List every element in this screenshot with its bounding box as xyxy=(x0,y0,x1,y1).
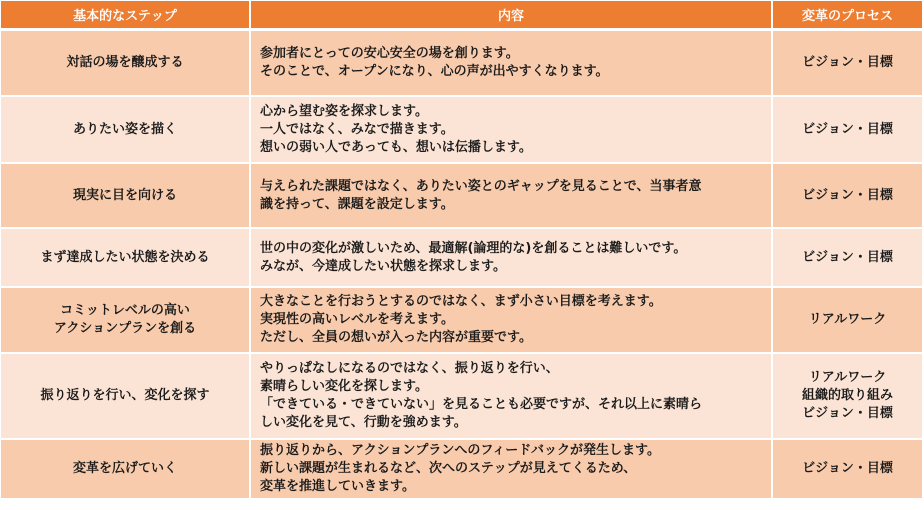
process-cell xyxy=(773,288,922,354)
step-cell xyxy=(1,229,251,288)
process-line: ビジョン・目標 xyxy=(802,121,893,137)
step-line: 対話の場を醸成する xyxy=(66,55,184,70)
content-line: 変革を推進していきます。 xyxy=(260,479,415,494)
header-row xyxy=(1,1,922,31)
step-cell xyxy=(1,354,251,440)
content-line: ただし、全員の想いが入った内容が重要です。 xyxy=(260,330,532,345)
content-line: 与えられた課題ではなく、ありたい姿とのギャップを見ることで、当事者意 xyxy=(260,178,702,194)
step-line: まず達成したい状態を決める xyxy=(40,249,210,265)
step-line: アクションプランを創る xyxy=(53,321,197,336)
table-row xyxy=(1,288,922,354)
content-line: 「できている・できていない」を見ることも必要ですが、それ以上に素晴ら xyxy=(260,397,703,412)
process-cell xyxy=(773,97,922,164)
content-line: 識を持って、課題を設定します。 xyxy=(260,196,454,212)
content-cell xyxy=(251,229,773,288)
step-line: 変革を広げていく xyxy=(72,461,177,476)
content-line: 一人ではなく、みなで描きます。 xyxy=(260,121,454,137)
content-line: 想いの弱い人であっても、想いは伝播します。 xyxy=(260,139,532,155)
process-line: ビジョン・目標 xyxy=(802,406,893,421)
process-line: 組織的取り組み xyxy=(801,388,893,403)
content-cell xyxy=(251,164,773,229)
table-row xyxy=(1,229,922,288)
table-row xyxy=(1,164,922,229)
content-line: 世の中の変化が激しいため、最適解(論理的な)を創ることは難しいです。 xyxy=(260,240,687,256)
step-line: 現実に目を向ける xyxy=(72,187,177,203)
process-cell xyxy=(773,354,922,440)
content-line: 参加者にとっての安心安全の場を創ります。 xyxy=(260,46,519,61)
content-line: 振り返りから、アクションプランへのフィードバックが発生します。 xyxy=(260,443,661,458)
content-line: 大きなことを行おうとするのではなく、まず小さい目標を考えます。 xyxy=(260,294,662,309)
process-cell xyxy=(773,31,922,97)
process-cell xyxy=(773,229,922,288)
process-line: ビジョン・目標 xyxy=(802,249,893,265)
process-line: リアルワーク xyxy=(808,370,887,385)
table-row xyxy=(1,31,922,97)
transformation-steps-table xyxy=(1,1,922,500)
table-row xyxy=(1,97,922,164)
content-line: 実現性の高いレベルを考えます。 xyxy=(260,312,454,327)
content-cell xyxy=(251,288,773,354)
content-line: 新しい課題が生まれるなど、次へのステップが見えてくるため、 xyxy=(260,461,637,476)
table-row xyxy=(1,354,922,440)
process-line: リアルワーク xyxy=(808,312,887,327)
process-cell xyxy=(773,164,922,229)
process-cell xyxy=(773,440,922,500)
step-cell xyxy=(1,164,251,229)
step-cell xyxy=(1,440,251,500)
header-process: 変革のプロセス xyxy=(773,1,922,31)
content-line: そのことで、オープンになり、心の声が出やすくなります。 xyxy=(260,64,609,79)
table-row xyxy=(1,440,922,500)
content-cell xyxy=(251,31,773,97)
step-line: 振り返りを行い、変化を探す xyxy=(40,388,210,403)
content-line: みなが、今達成したい状態を探求します。 xyxy=(260,258,506,274)
content-cell xyxy=(251,354,773,440)
step-cell xyxy=(1,97,251,164)
step-cell xyxy=(1,31,251,97)
content-cell xyxy=(251,440,773,500)
content-line: 心から望む姿を探求します。 xyxy=(260,103,428,119)
content-line: やりっぱなしになるのではなく、振り返りを行い、 xyxy=(260,361,559,376)
process-line: ビジョン・目標 xyxy=(802,461,893,476)
step-line: ありたい姿を描く xyxy=(72,121,177,137)
header-step: 基本的なステップ xyxy=(1,1,251,31)
header-content: 内容 xyxy=(251,1,773,31)
process-line: ビジョン・目標 xyxy=(802,55,893,70)
content-cell xyxy=(251,97,773,164)
step-cell xyxy=(1,288,251,354)
content-line: 素晴らしい変化を探します。 xyxy=(260,379,428,394)
content-line: しい変化を見て、行動を強めます。 xyxy=(260,415,467,430)
process-line: ビジョン・目標 xyxy=(802,187,893,203)
step-line: コミットレベルの高い xyxy=(60,303,190,318)
